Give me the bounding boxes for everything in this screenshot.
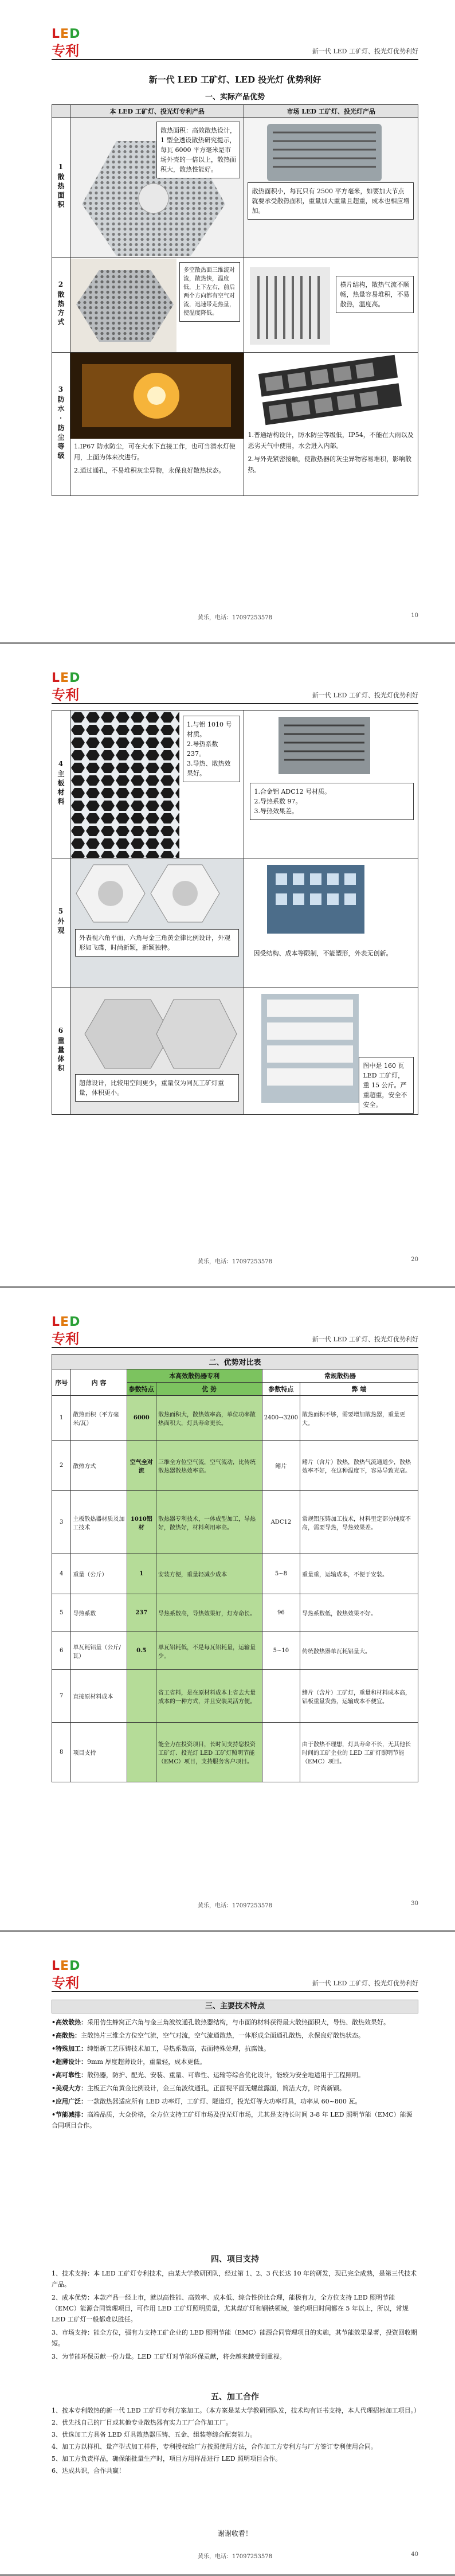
page-header [52, 26, 418, 60]
market-weight-text: 图中是 160 瓦 LED 工矿灯，重 15 公斤。严重超重，安全不安全。 [359, 1057, 414, 1114]
row-label: 4主板材料 [56, 759, 65, 807]
process-list [52, 2406, 421, 2478]
market-cooling-text: 横片结构，散热气流不顺畅，热量容易堆积，不易散热，温度高。 [336, 276, 414, 313]
page-1 [0, 0, 455, 642]
row-label: 3防水·防尘等级 [56, 385, 65, 461]
tech-item: •美观大方：主板正六角黄金比例设计，金三角波纹通孔，正面视平面无螺丝露面，简洁大方，时尚新颖。 [52, 2085, 346, 2092]
ours-weight-text: 超薄设计，比较用空间更少，重量仅为同瓦工矿灯重量，体积更小。 [75, 1074, 239, 1102]
ours-waterproof-item: 1.IP67 防水防尘，可在大水下直接工作，也可当潜水灯使用，上面为体来次进行。 [73, 443, 236, 461]
product-comparison-table-2 [52, 710, 418, 1115]
tech-list [52, 2017, 418, 2133]
finned-heatsink-photo [244, 259, 418, 352]
page-title: 新一代 LED 工矿灯、LED 投光灯 优势利好 [148, 75, 321, 85]
hex-heatsink-photo [70, 259, 244, 352]
page-4 [0, 1932, 455, 2574]
support-list [52, 2268, 418, 2364]
process-item: 3、优选加工方具备 LED 灯具散热器压铸、五金、组装等综合配套能力。 [52, 2431, 257, 2438]
market-appearance-photo [244, 859, 418, 987]
page-number: 10 [411, 612, 418, 619]
tech-item: •应用广泛：一款散热器适应所有 LED 功率灯，工矿灯、隧道灯，投光灯等大功率灯具，功率从 60~800 瓦。 [52, 2098, 362, 2105]
appearance-photo [70, 859, 244, 987]
led-patent-logo: LED 专利 [52, 1315, 81, 1347]
market-heat-area-text: 散热面积小，每瓦只有 2500 平方毫米，如要加大节点就要承受散热面积，重量加大重量且超重，成本也相应增加。 [248, 182, 414, 220]
ours-waterproof-item: 2.通过通孔，不易堆积灰尘异物，永保良好散热状态。 [73, 467, 225, 474]
row-label: 1散热面积 [56, 163, 65, 210]
product-comparison-table [52, 104, 418, 496]
honeycomb-plate-photo [70, 711, 244, 858]
market-material-box: 1.合金铝 ADC12 号材质。 2.导热系数 97。 3.导热效果差。 [250, 783, 414, 820]
page-3 [0, 1288, 455, 1930]
support-item: 3、市场支持：能全方位，强有力支持工矿企业的 LED 照明节能（EMC）能源合同管理项目的实施，其节能效果显著，投资回收期短。 [52, 2329, 417, 2347]
header-tagline: 新一代 LED 工矿灯、投光灯优势利好 [312, 1336, 418, 1343]
page-footer [52, 612, 418, 621]
tech-item: •超薄设计：9mm 厚度超薄设计，重量轻，成本更低。 [52, 2058, 206, 2066]
process-section-heading: 五、加工合作 [211, 2392, 259, 2402]
support-item: 1、技术支持：本 LED 工矿灯专利技术，由某大学教研团队，经过第 1、2、3 代长达 10 年的研发，现已完全成熟，是第三代技术产品。 [52, 2270, 417, 2288]
tech-item: •高散热：主散热片三维全方位空气流，空气对流，空气流通散热，一体形成全面通孔散热，永保良好散热状态。 [52, 2032, 365, 2039]
market-appearance-text: 因受结构、成本等限制，不能塑形，外表无创新。 [250, 945, 414, 962]
process-item: 5、加工方负责样品，确保能批量生产时，项目方用样品进行 LED 照明项目合作。 [52, 2455, 282, 2462]
led-patent-logo: LED 专利 [52, 671, 81, 703]
market-waterproof-item: 1.普通结构设计，防水防尘等级低，IP54，不能在大雨以及恶劣天气中使用，水会进入内部。 [248, 431, 414, 450]
market-material-photo [244, 711, 418, 858]
col-no: 序号 [52, 1369, 71, 1396]
page-header [52, 670, 418, 704]
footer-contact: 黄乐，电话：17097253578 [198, 615, 272, 621]
header-tagline: 新一代 LED 工矿灯、投光灯优势利好 [312, 692, 418, 699]
page-footer [52, 2551, 418, 2560]
page-number: 20 [411, 1256, 418, 1263]
table-title: 二、优势对比表 [52, 1355, 418, 1369]
page-header [52, 1314, 418, 1348]
col-item: 内 容 [71, 1369, 127, 1396]
advantage-comparison-table: 二、优势对比表 序号 内 容 本高效散热器专利 常规散热器 参数特点 优 势 参数特点 弊 端 1 散热面积（平方毫米/瓦） 6000 散热面积大，散热效率高，单位功率散热面积大，灯具寿命更长。 2400→3200 散热面积不够，需要增加散热器，重量更大。 2 散热方式 空气全对流 三维全方位空气流，空气流动，比传统散热器散热效率高。 鳍片 鳍片（含片）散热，散热气流通道少，散热效率不好，在这种温度下，容易导致光衰。 3 主板散热器材质及加工技术 1010铝材 散热器专利技术，一体成型加工，导热好，散热好，材料利用率高。 ADC12 常规铝压铸加工技术，材料里定部分纯度不高，需要导热，导热效果差。 4 重量（公斤） 1 安装方便，重量轻减少成本 5~8 重量重，运输成本，不便于安装。 5 导热系数 237 导热系数高，导热效果好，灯寿命长。 96 导热系数低，散热效果不好。 6 单瓦耗铝量（公斤/瓦） 0.5 单瓦铝耗低，不是每瓦铝耗量，运输量少。 5~10 传统散热器单瓦耗铝量大。 7 直接原材料成本 省工省料，是在原材料成本上省去大量成本的一种方式，并且安装灵活方便。 鳍片（含片）工矿灯，重量和材料成本高，铝板重量发热，运输成本不便宜。 8 项目支持 能全力在投资项目，长时间支持您投资工矿灯、投光灯 LED 工矿灯照明节能（EMC）项目，支持服务客户项目。 由于散热不理想，灯具寿命不长，无其他长时间的工矿企业的 LED 工矿灯照明节能（EMC）项目。 [52, 1354, 418, 1782]
header-tagline: 新一代 LED 工矿灯、投光灯优势利好 [312, 1980, 418, 1987]
waterproof-test-photo [70, 353, 244, 439]
footer-contact: 黄乐，电话：17097253578 [198, 1259, 272, 1265]
market-floodlight-photo-2 [244, 353, 418, 427]
page-footer [52, 1256, 418, 1265]
tech-item: •高效散热：采用仿生蜂窝正六角与金三角波纹通孔散热器结构，与市面的材料获得最大散热面积大，导热、散热效果好。 [52, 2019, 390, 2026]
col-market: 市场 LED 工矿灯、投光灯产品 [244, 105, 418, 118]
support-item: 3、为节能环保贡献一份力量。LED 工矿灯对节能环保贡献，将会越来越受到重视。 [52, 2353, 286, 2360]
tech-item: •特殊加工：纯铝新工艺压铸技术加工，导热系数高，表面特殊处理，抗腐蚀。 [52, 2045, 270, 2052]
support-section-heading: 四、项目支持 [211, 2255, 259, 2264]
row-label: 5外观 [56, 907, 65, 936]
process-item: 2、优先找自己的厂目或其他专业散热器有实力工厂合作加工厂。 [52, 2419, 232, 2426]
section-heading: 一、实际产品优势 [205, 93, 265, 102]
led-patent-logo: LED 专利 [52, 27, 81, 59]
row-label: 6重量体积 [56, 1026, 65, 1074]
page-2 [0, 644, 455, 1286]
col-ours: 本高效散热器专利 [127, 1369, 262, 1383]
market-floodlight-photo [244, 118, 418, 257]
thanks-text: 谢谢收看！ [217, 2530, 252, 2538]
ours-cooling-text: 多空散热面三维流对流，散热快，温度低，上下左右，前后两个方向都有空气对流，迅速带走热量，使温度降低。 [179, 262, 240, 322]
col-market: 常规散热器 [262, 1369, 418, 1383]
led-patent-logo: LED 专利 [52, 1959, 81, 1991]
page-header [52, 1958, 418, 1992]
process-item: 1、按本专利散热的新一代 LED 工矿灯专利方案加工。（本方案是某大学教研团队发，技术均有证书支持，本人代理招标加工项目。） [52, 2407, 421, 2414]
page-number: 30 [411, 1900, 418, 1907]
ours-material-box: 1.与铝 1010 号材质。 2.导热系数 237。 3.导热、散热效果好。 [183, 716, 240, 782]
row-label: 2散热方式 [56, 280, 65, 327]
ours-appearance-text: 外表视六角平面，六角与金三角黄金律比例设计，外观形如飞碟，时尚新颖，新颖独特。 [75, 929, 239, 957]
process-item: 6、达成共识，合作共赢！ [52, 2467, 125, 2474]
tech-item: •高可靠性：散热器，防护、配光、安装、重量、可靠性、运输等综合优化设计，能较为安全地适用于工程照明。 [52, 2071, 365, 2079]
market-weight-photo [244, 988, 418, 1114]
process-item: 4、加工方以样机、量产型式加工样件，专利授权给厂方按照使用方法，合作加工方专利方与厂方签订专利使用合同。 [52, 2443, 377, 2450]
page-footer [52, 1900, 418, 1909]
honeycomb-heatsink-photo [70, 118, 244, 257]
support-item: 2、成本优势：本款产品一经上市，就以高性能、高效率、成本低、综合性价比合理，能极有力，全方位支持 LED 照明节能（EMC）能源合同管理项目，可作用 LED 工矿灯照明质量，尤其煤矿灯和钢铁领域，签约项目时间都在 5 年以上，所以，常规 LED 工矿灯一般都难以胜任。 [52, 2294, 409, 2323]
ours-heat-area-text: 散热面积：高效散热设计，1 型全透设散热研究提示，每瓦 6000 平方毫米是市场外壳的一倍以上，散热面积大，散热性能好。 [156, 122, 240, 178]
tech-section-heading: 三、主要技术特点 [52, 2000, 418, 2013]
weight-photo [70, 988, 244, 1114]
tech-item: •节能减排：高端品质，大众价格，全方位支持工矿灯市场及投光灯市场，尤其是支持长时间 3-8 年 LED 照明节能（EMC）能源合同项目合作。 [52, 2111, 413, 2129]
market-waterproof-item: 2.与外壳紧密接触，使散热器的灰尘异物容易堆积，影响散热。 [248, 455, 411, 474]
footer-contact: 黄乐，电话：17097253578 [198, 2554, 272, 2560]
col-ours: 本 LED 工矿灯、投光灯专利产品 [70, 105, 244, 118]
footer-contact: 黄乐，电话：17097253578 [198, 1903, 272, 1909]
page-number: 40 [411, 2551, 418, 2558]
header-tagline: 新一代 LED 工矿灯、投光灯优势利好 [312, 48, 418, 55]
